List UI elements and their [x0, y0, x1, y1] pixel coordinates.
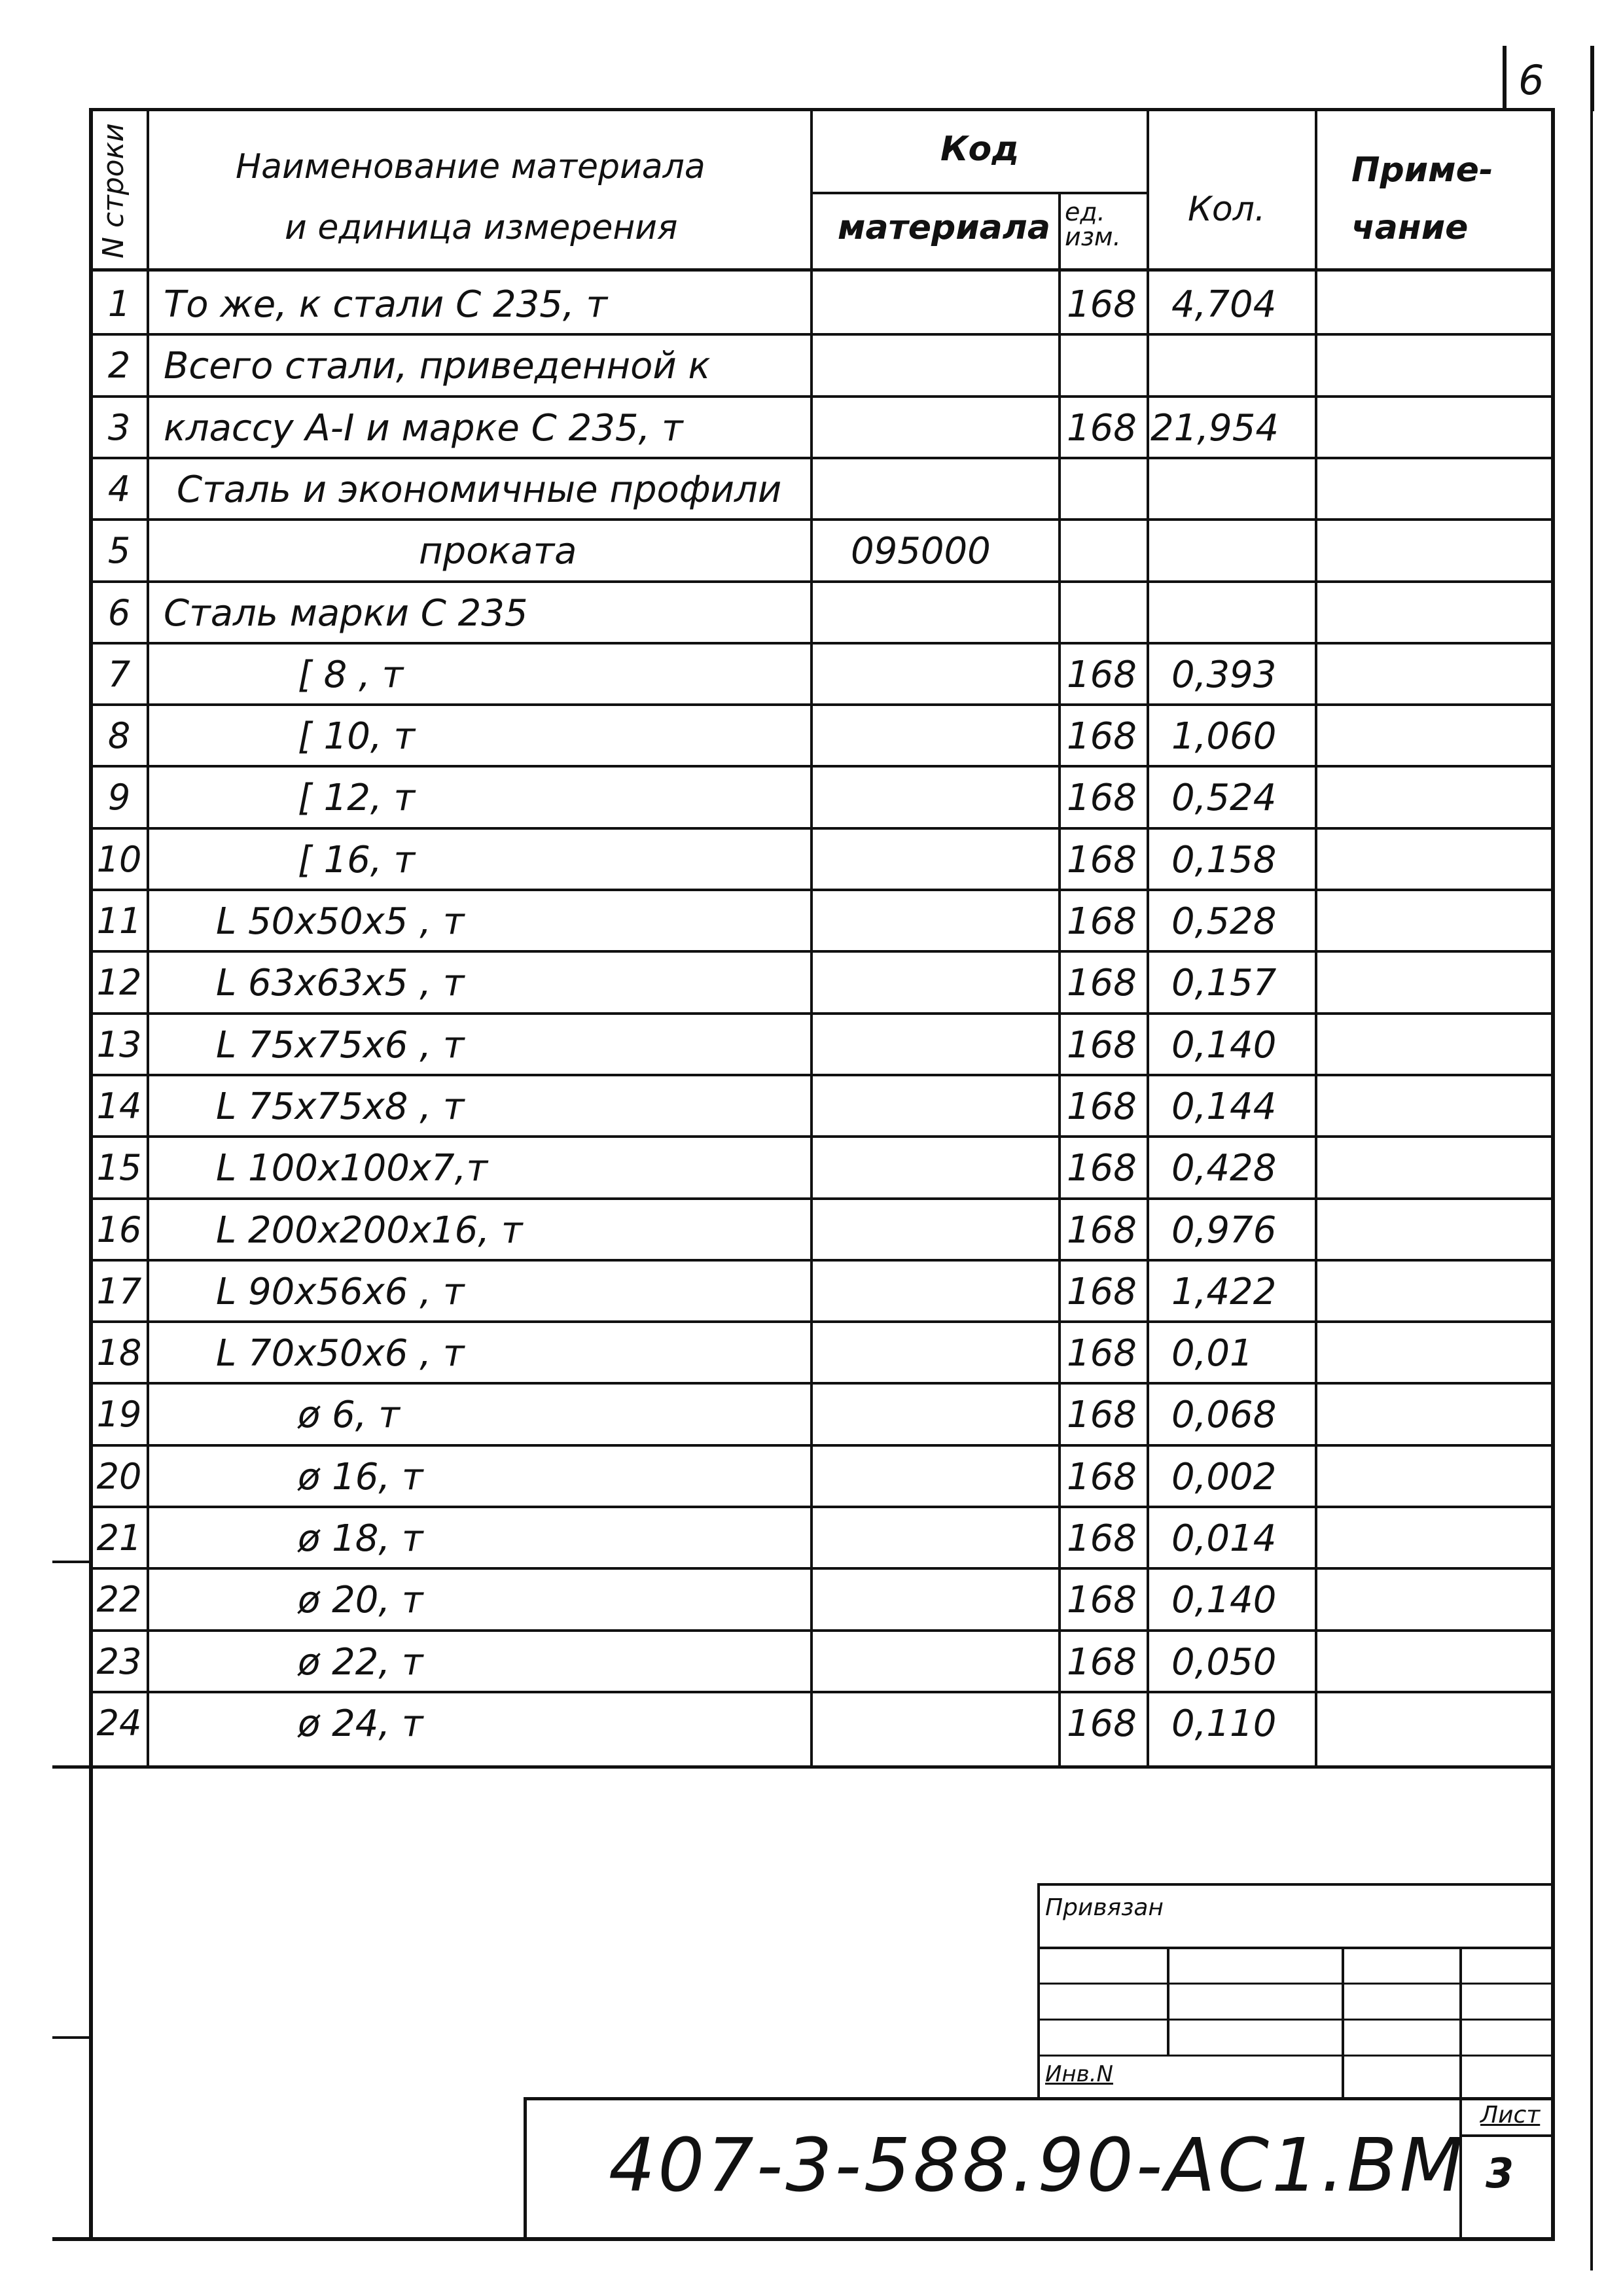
row-number: 24 [96, 1703, 142, 1744]
margin-tick [52, 2036, 92, 2039]
quantity: 0,976 [1171, 1209, 1277, 1252]
row-separator [89, 1444, 1555, 1447]
row-separator [89, 580, 1555, 583]
header-row-no: N строки [97, 123, 130, 258]
row-number: 15 [96, 1147, 142, 1188]
sheet-label: Лист [1480, 2102, 1541, 2128]
material-name: L 100x100x7,т [216, 1147, 488, 1190]
row-separator [89, 1567, 1555, 1570]
row-separator [89, 395, 1555, 398]
quantity: 0,393 [1171, 654, 1277, 696]
row-separator [89, 1074, 1555, 1076]
unit-code: 168 [1067, 900, 1137, 943]
margin-tick [52, 1561, 92, 1563]
row-number: 23 [96, 1641, 142, 1682]
row-number: 13 [96, 1024, 142, 1065]
row-number: 8 [107, 715, 131, 756]
row-separator [89, 1012, 1555, 1015]
row-number: 6 [107, 592, 131, 633]
row-separator [89, 889, 1555, 891]
stamp-line [1037, 2055, 1555, 2057]
header-note-line1: Приме- [1351, 150, 1493, 190]
unit-code: 168 [1067, 654, 1137, 696]
material-name: проката [419, 530, 577, 573]
row-separator [89, 703, 1555, 706]
stamp-attached-label: Привязан [1045, 1894, 1164, 1921]
row-number: 18 [96, 1332, 142, 1373]
row-number: 17 [96, 1271, 142, 1312]
unit-code: 168 [1067, 715, 1137, 758]
quantity: 21,954 [1150, 407, 1279, 450]
unit-code: 168 [1067, 1579, 1137, 1621]
row-number: 9 [107, 777, 131, 818]
material-name: L 90x56x6 , т [216, 1271, 465, 1313]
unit-code: 168 [1067, 1271, 1137, 1313]
quantity: 0,140 [1171, 1024, 1277, 1067]
quantity: 1,422 [1171, 1271, 1277, 1313]
page-number: 6 [1518, 56, 1544, 104]
header-code: Код [940, 130, 1020, 169]
col-divider-unit [1058, 192, 1061, 1767]
row-separator [89, 1382, 1555, 1385]
row-number: 11 [96, 900, 142, 942]
unit-code: 168 [1067, 777, 1137, 819]
row-number: 12 [96, 962, 142, 1003]
frame-top [89, 108, 1555, 111]
row-separator [89, 1629, 1555, 1632]
quantity: 0,068 [1171, 1394, 1277, 1436]
unit-code: 168 [1067, 407, 1137, 450]
quantity: 0,140 [1171, 1579, 1277, 1621]
row-separator [89, 827, 1555, 830]
quantity: 0,158 [1171, 839, 1277, 881]
quantity: 4,704 [1171, 283, 1277, 326]
material-name: Сталь и экономичные профили [177, 468, 782, 511]
unit-code: 168 [1067, 962, 1137, 1004]
row-number: 21 [96, 1517, 142, 1559]
material-name: [ 12, т [298, 777, 416, 819]
row-separator [89, 1320, 1555, 1323]
row-number: 5 [107, 530, 131, 571]
unit-code: 168 [1067, 1456, 1137, 1498]
title-block-top [524, 2097, 1555, 2100]
material-name: L 75x75x6 , т [216, 1024, 465, 1067]
page-number-box-left [1503, 46, 1507, 111]
row-separator [89, 457, 1555, 459]
document-code: 407-3-588.90-АС1.ВМ [609, 2123, 1466, 2208]
quantity: 0,014 [1171, 1517, 1277, 1560]
unit-code: 168 [1067, 1517, 1137, 1560]
header-qty: Кол. [1188, 190, 1266, 229]
col-divider-qty [1147, 108, 1149, 1767]
material-name: классу А-I и марке С 235, т [164, 407, 683, 450]
header-code-split [810, 192, 1148, 194]
quantity: 0,428 [1171, 1147, 1277, 1190]
material-name: [ 10, т [298, 715, 416, 758]
material-name: [ 16, т [298, 839, 416, 881]
material-name: L 200x200x16, т [216, 1209, 523, 1252]
row-number: 1 [107, 283, 131, 325]
stamp-vline [1167, 1947, 1169, 2055]
frame-right [1551, 108, 1555, 2241]
row-separator [89, 518, 1555, 521]
row-separator [89, 765, 1555, 768]
sheet-number: 3 [1486, 2149, 1514, 2197]
material-name: Всего стали, приведенной к [164, 345, 711, 387]
row-number: 7 [107, 654, 131, 695]
material-name: ø 6, т [298, 1394, 400, 1436]
material-name: L 50x50x5 , т [216, 900, 465, 943]
unit-code: 168 [1067, 1394, 1137, 1436]
quantity: 0,050 [1171, 1641, 1277, 1684]
row-separator [89, 333, 1555, 336]
unit-code: 168 [1067, 1641, 1137, 1684]
row-number: 19 [96, 1394, 142, 1435]
unit-code: 168 [1067, 1147, 1137, 1190]
row-number: 4 [107, 468, 131, 510]
material-name: ø 18, т [298, 1517, 423, 1560]
unit-code: 168 [1067, 283, 1137, 326]
col-divider-name [810, 108, 813, 1767]
material-name: [ 8 , т [298, 654, 404, 696]
material-name: L 70x50x6 , т [216, 1332, 465, 1375]
quantity: 0,110 [1171, 1703, 1277, 1745]
quantity: 0,144 [1171, 1086, 1277, 1128]
row-separator [89, 1197, 1555, 1200]
stamp-top [1037, 1883, 1555, 1886]
row-number: 10 [96, 839, 142, 880]
quantity: 0,524 [1171, 777, 1277, 819]
material-name: L 75x75x8 , т [216, 1086, 465, 1128]
unit-code: 168 [1067, 1086, 1137, 1128]
unit-code: 168 [1067, 1703, 1137, 1745]
sheet-box-line [1459, 2134, 1555, 2137]
stamp-line [1037, 1947, 1555, 1949]
quantity: 0,01 [1171, 1332, 1253, 1375]
header-code-unit: ед. изм. [1065, 198, 1121, 251]
row-number: 3 [107, 407, 131, 448]
stamp-line [1037, 2019, 1555, 2021]
row-number: 20 [96, 1456, 142, 1497]
header-code-material: материала [838, 208, 1050, 247]
header-name-line1: Наименование материала [236, 147, 705, 186]
quantity: 0,528 [1171, 900, 1277, 943]
material-code: 095000 [851, 530, 991, 573]
row-separator [89, 1259, 1555, 1262]
quantity: 0,157 [1171, 962, 1277, 1004]
header-left-col-divider [147, 108, 149, 1767]
header-bottom [89, 268, 1555, 272]
row-separator [89, 1135, 1555, 1138]
header-name-line2: и единица измерения [285, 208, 678, 247]
stamp-left [1037, 1883, 1040, 2099]
material-name: ø 22, т [298, 1641, 423, 1684]
row-number: 22 [96, 1579, 142, 1620]
stamp-line [1037, 1983, 1555, 1985]
unit-code: 168 [1067, 1024, 1137, 1067]
material-name: L 63x63x5 , т [216, 962, 465, 1004]
col-divider-note [1315, 108, 1317, 1767]
header-note-line2: чание [1351, 208, 1469, 247]
material-name: ø 24, т [298, 1703, 423, 1745]
stamp-inv-label: Инв.N [1045, 2061, 1113, 2087]
row-number: 2 [107, 345, 131, 386]
stamp-vline [1342, 1947, 1344, 2099]
title-block-left [524, 2097, 527, 2240]
unit-code: 168 [1067, 1332, 1137, 1375]
quantity: 0,002 [1171, 1456, 1277, 1498]
page-number-box-right [1590, 46, 1594, 111]
material-name: ø 16, т [298, 1456, 423, 1498]
row-separator [89, 1506, 1555, 1508]
row-number: 16 [96, 1209, 142, 1250]
row-separator [89, 950, 1555, 953]
row-separator [89, 642, 1555, 645]
material-name: Сталь марки С 235 [164, 592, 528, 635]
frame-bottom [52, 2237, 1555, 2241]
row-number: 14 [96, 1086, 142, 1127]
outer-right-edge [1590, 111, 1593, 2270]
quantity: 1,060 [1171, 715, 1277, 758]
row-separator [89, 1691, 1555, 1693]
unit-code: 168 [1067, 1209, 1137, 1252]
material-name: ø 20, т [298, 1579, 423, 1621]
table-bottom [52, 1765, 1555, 1769]
unit-code: 168 [1067, 839, 1137, 881]
material-name: То же, к стали С 235, т [164, 283, 608, 326]
